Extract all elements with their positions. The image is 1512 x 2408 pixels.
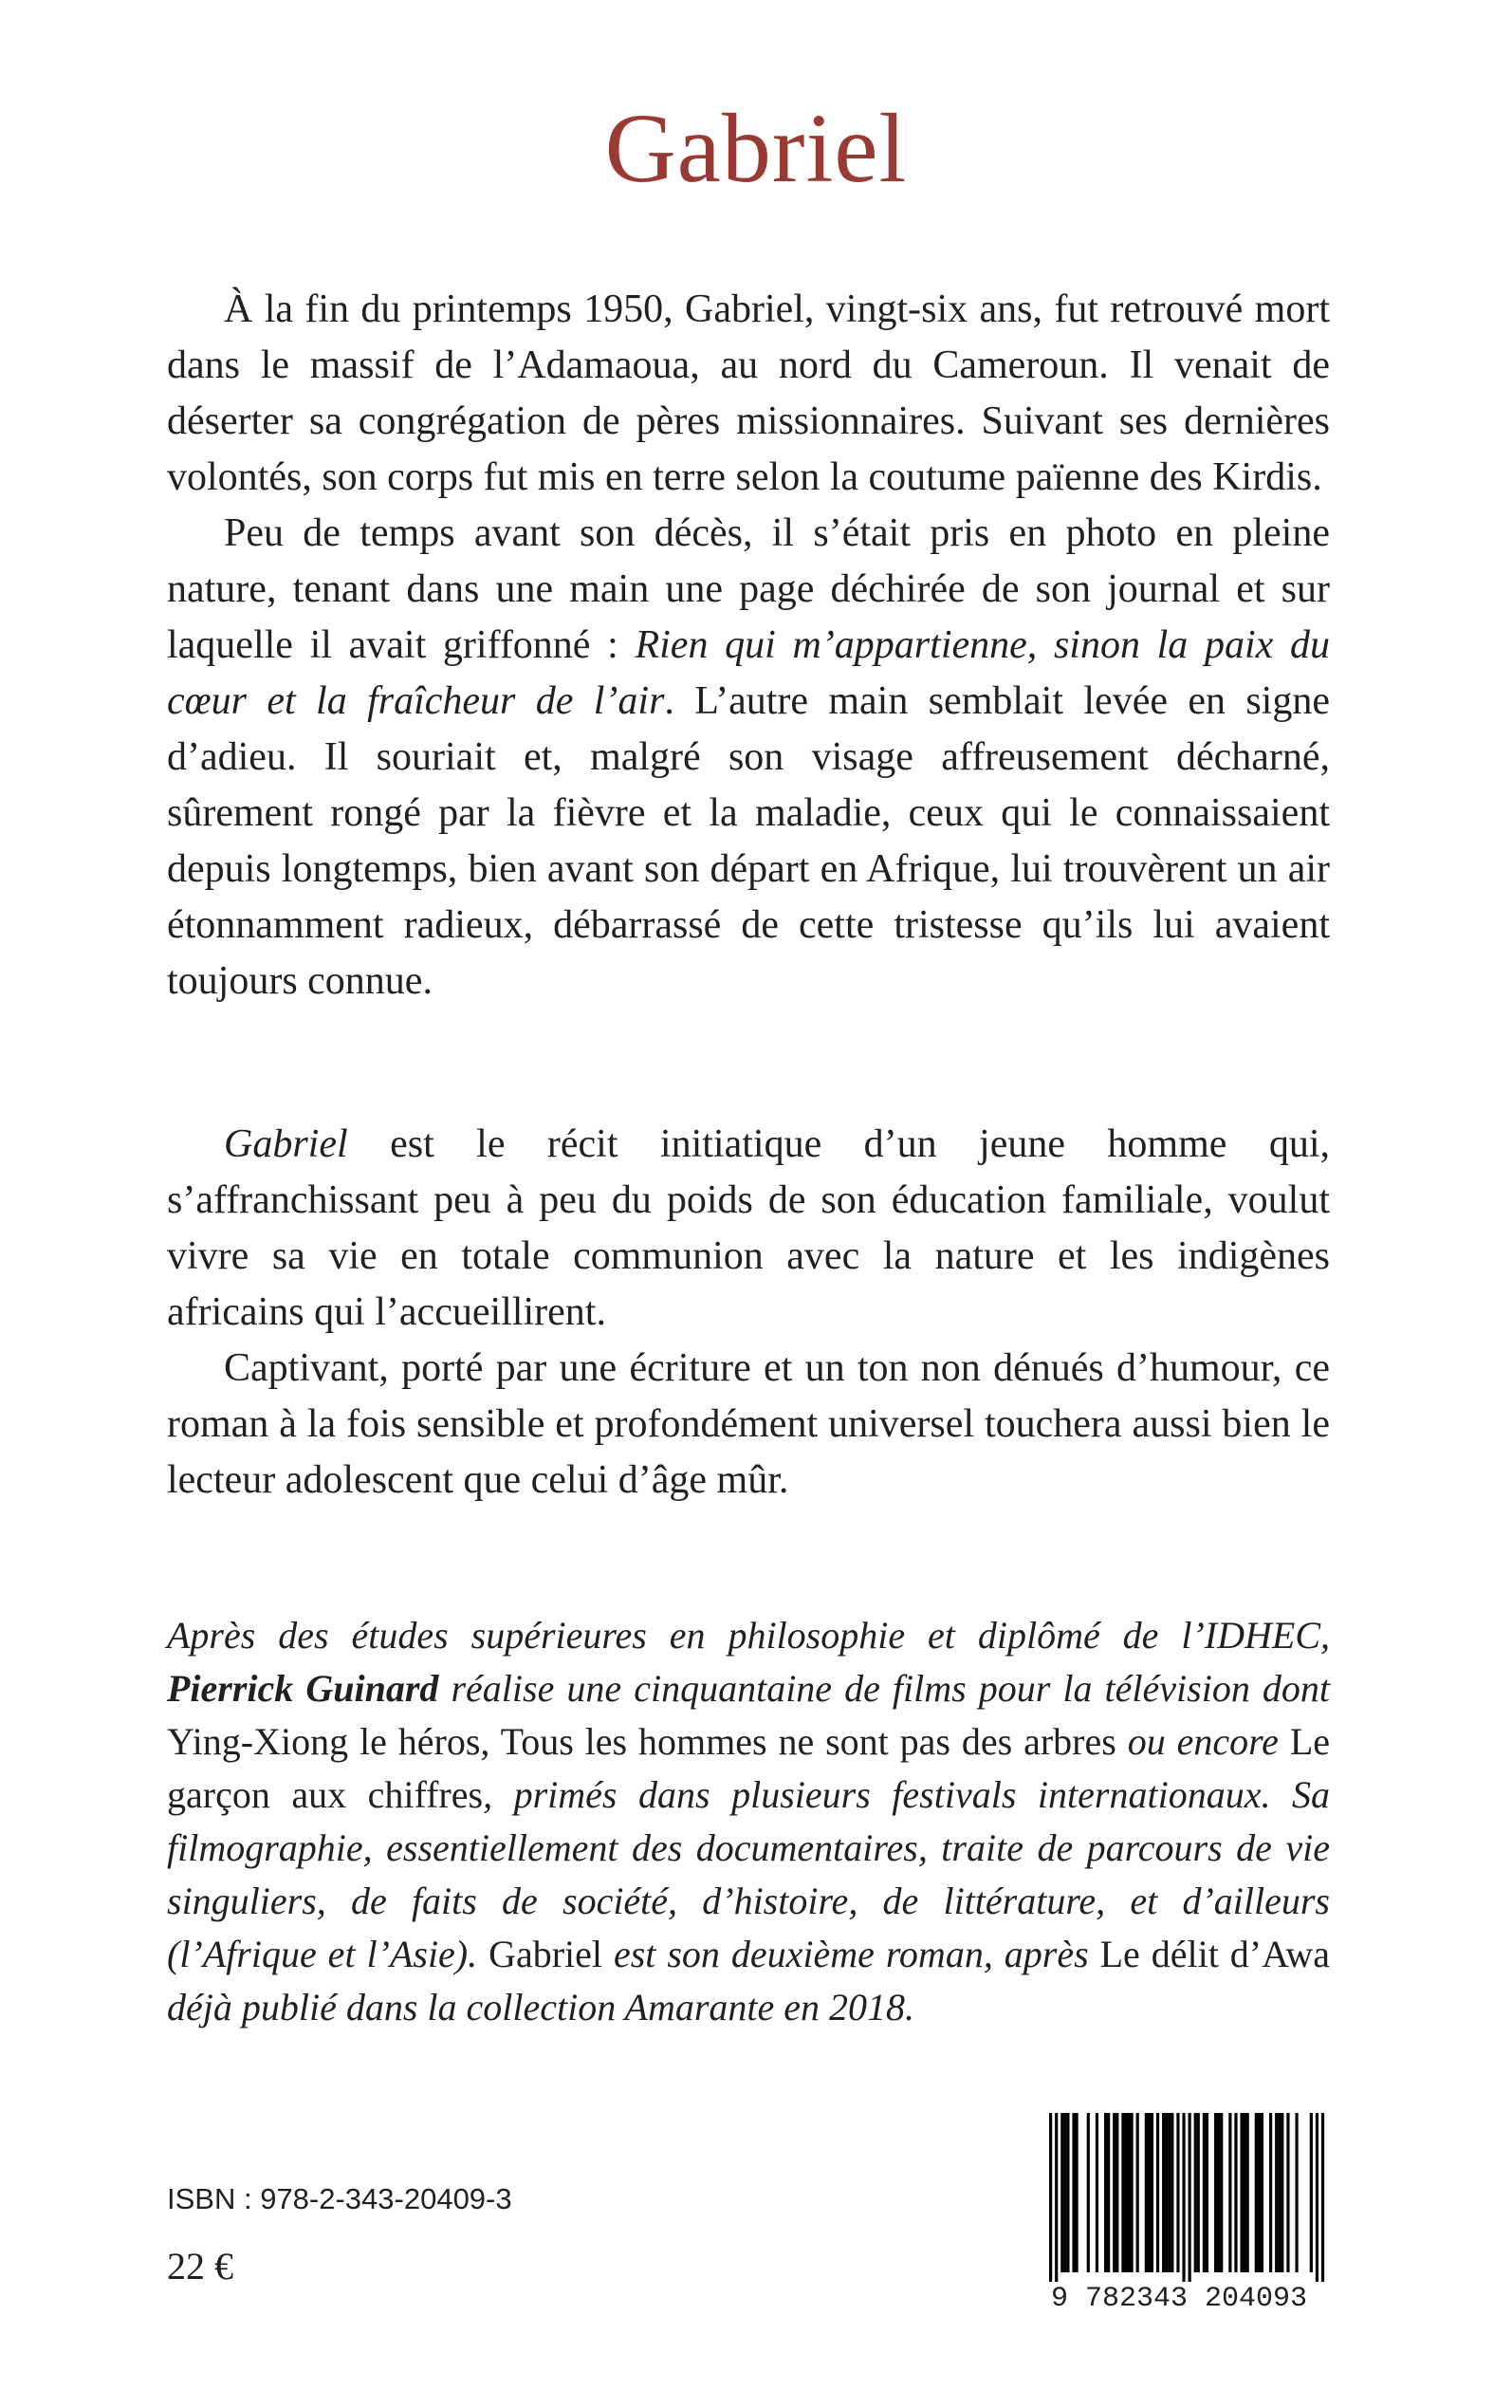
barcode-bar (1171, 2113, 1173, 2272)
barcode-bar (1121, 2113, 1124, 2272)
barcode-bar (1136, 2113, 1139, 2272)
author-name: Pierrick Guinard (167, 1667, 439, 1710)
barcode-bar (1168, 2113, 1171, 2272)
barcode-bar (1049, 2113, 1052, 2282)
barcode-bar (1203, 2113, 1206, 2272)
barcode-bar (1234, 2113, 1237, 2272)
summary-book-title: Gabriel (224, 1122, 348, 1166)
barcode-bar (1176, 2113, 1179, 2272)
barcode-bar (1197, 2113, 1200, 2272)
journal-quote: Rien qui m’appartienne, sinon la paix du cœur et la fraîcheur de l’air (167, 623, 1330, 723)
barcode-bar (1281, 2113, 1283, 2272)
barcode-bar (1228, 2113, 1231, 2272)
summary-block-1 (167, 282, 1330, 1010)
barcode-bar (1316, 2113, 1318, 2282)
barcode-bar (1162, 2113, 1165, 2272)
film-title-2: Tous les hommes ne sont pas des arbres (500, 1720, 1116, 1763)
barcode-bar (1295, 2113, 1298, 2272)
price-label: 22 € (167, 2245, 233, 2288)
summary-paragraph-2-end: . L’autre main semblait levée en signe d’adieu. Il souriait et, malgré son visage affreusement décharné, sûrement rongé par la fièvre et la maladie, ceux qui le connaissaient depuis longtemps, bien avant son départ en Afrique, lui trouvèrent un air étonnamment radieux, débarrassé de cette tristesse qu’ils lui avaient toujours connue. (167, 679, 1330, 1003)
summary-paragraph-4: Captivant, porté par une écriture et un ton non dénués d’humour, ce roman à la fois sensible et profondément universel touchera aussi bien le lecteur adolescent que celui d’âge mûr. (167, 1346, 1330, 1502)
barcode-bar (1194, 2113, 1197, 2272)
barcode-bar (1310, 2113, 1313, 2272)
barcode-bar (1087, 2113, 1090, 2272)
barcode-bar (1072, 2113, 1075, 2272)
barcode-bar (1165, 2113, 1168, 2272)
bio-part-1: Après des études supérieures en philosophie et diplômé de l’IDHEC, (167, 1614, 1330, 1657)
bio-part-5: , primés dans plusieurs festivals internationaux. Sa filmographie, essentiellement des documentaires, traite de parcours de vie singuliers, de faits de société, d’histoire, de littérature, et d’ailleurs (l’Afrique et l’Asie). (167, 1773, 1330, 1975)
barcode-bar (1104, 2113, 1107, 2272)
summary-paragraph-3 (167, 1117, 1330, 1341)
barcode-bar (1060, 2113, 1063, 2272)
barcode-bar (1151, 2113, 1153, 2272)
barcode-digits: 9 782343 204093 (1050, 2283, 1308, 2315)
summary-paragraph-2-start: Peu de temps avant son décès, il s’était pris en photo en pleine nature, tenant dans une main une page déchirée de son journal et sur laquelle il avait griffonné : (167, 511, 1330, 667)
barcode-bar (1286, 2113, 1289, 2272)
film-title-1: Ying-Xiong le héros (167, 1720, 481, 1763)
barcode-bar (1130, 2113, 1133, 2272)
barcode-bar (1156, 2113, 1159, 2272)
barcode-bar (1189, 2113, 1191, 2282)
barcode-bar (1145, 2113, 1148, 2272)
barcode-bar (1116, 2113, 1118, 2272)
barcode-bar (1206, 2113, 1208, 2272)
barcode-bar (1127, 2113, 1130, 2272)
book-title: Gabriel (604, 94, 908, 203)
barcode-bar (1124, 2113, 1127, 2272)
barcode-bar (1096, 2113, 1098, 2272)
barcode-bars (1028, 2113, 1330, 2282)
barcode-bar (1321, 2113, 1324, 2282)
barcode-bar (1275, 2113, 1278, 2272)
film-title-3: Le garçon aux chiffres (167, 1720, 1330, 1816)
barcode-bar (1269, 2113, 1272, 2272)
barcode-bar (1244, 2113, 1246, 2272)
barcode-bar (1113, 2113, 1116, 2272)
barcode-bar (1278, 2113, 1281, 2272)
summary-paragraph-2 (167, 506, 1330, 1010)
ean13-barcode-icon (1028, 2113, 1330, 2320)
summary-paragraph-3-rest: est le récit initiatique d’un jeune homme qui, s’affranchissant peu à peu du poids de son éducation familiale, voulut vivre sa vie en totale communion avec la nature et les indigènes africains qui l’accueillirent. (167, 1122, 1330, 1334)
book-title-2: Le délit d’Awa (1099, 1933, 1330, 1975)
barcode-bar (1258, 2113, 1261, 2272)
barcode-bar (1107, 2113, 1110, 2272)
barcode-bar (1214, 2113, 1217, 2272)
bio-part-4: ou encore (1116, 1720, 1290, 1763)
summary-block-2 (167, 1117, 1330, 1509)
summary-paragraph-1: À la fin du printemps 1950, Gabriel, vingt-six ans, fut retrouvé mort dans le massif de l’Adamaoua, au nord du Cameroun. Il venait de déserter sa congrégation de pères missionnaires. Suivant ses dernières volontés, son corps fut mis en terre selon la coutume païenne des Kirdis. (167, 287, 1330, 499)
bio-separator: , (480, 1720, 501, 1763)
bio-part-7: déjà publié dans la collection Amarante en 2018. (167, 1986, 915, 2028)
barcode-bar (1063, 2113, 1066, 2272)
barcode-bar (1075, 2113, 1078, 2272)
barcode-bar (1066, 2113, 1069, 2272)
barcode-bar (1220, 2113, 1223, 2272)
isbn-label: ISBN : 978-2-343-20409-3 (167, 2182, 512, 2215)
barcode-bar (1217, 2113, 1220, 2272)
barcode-bar (1182, 2113, 1185, 2282)
bio-part-6: est son deuxième roman, après (602, 1933, 1100, 1975)
barcode-bar (1246, 2113, 1249, 2272)
bio-part-2: réalise une cinquantaine de films pour la télévision dont (438, 1667, 1331, 1710)
book-title-1: Gabriel (489, 1933, 603, 1975)
barcode-bar (1255, 2113, 1258, 2272)
barcode-bar (1261, 2113, 1263, 2272)
barcode-bar (1148, 2113, 1151, 2272)
author-bio (167, 1609, 1330, 2034)
author-bio-paragraph (167, 1609, 1330, 2034)
barcode-bar (1240, 2113, 1243, 2272)
barcode-bar (1055, 2113, 1058, 2282)
